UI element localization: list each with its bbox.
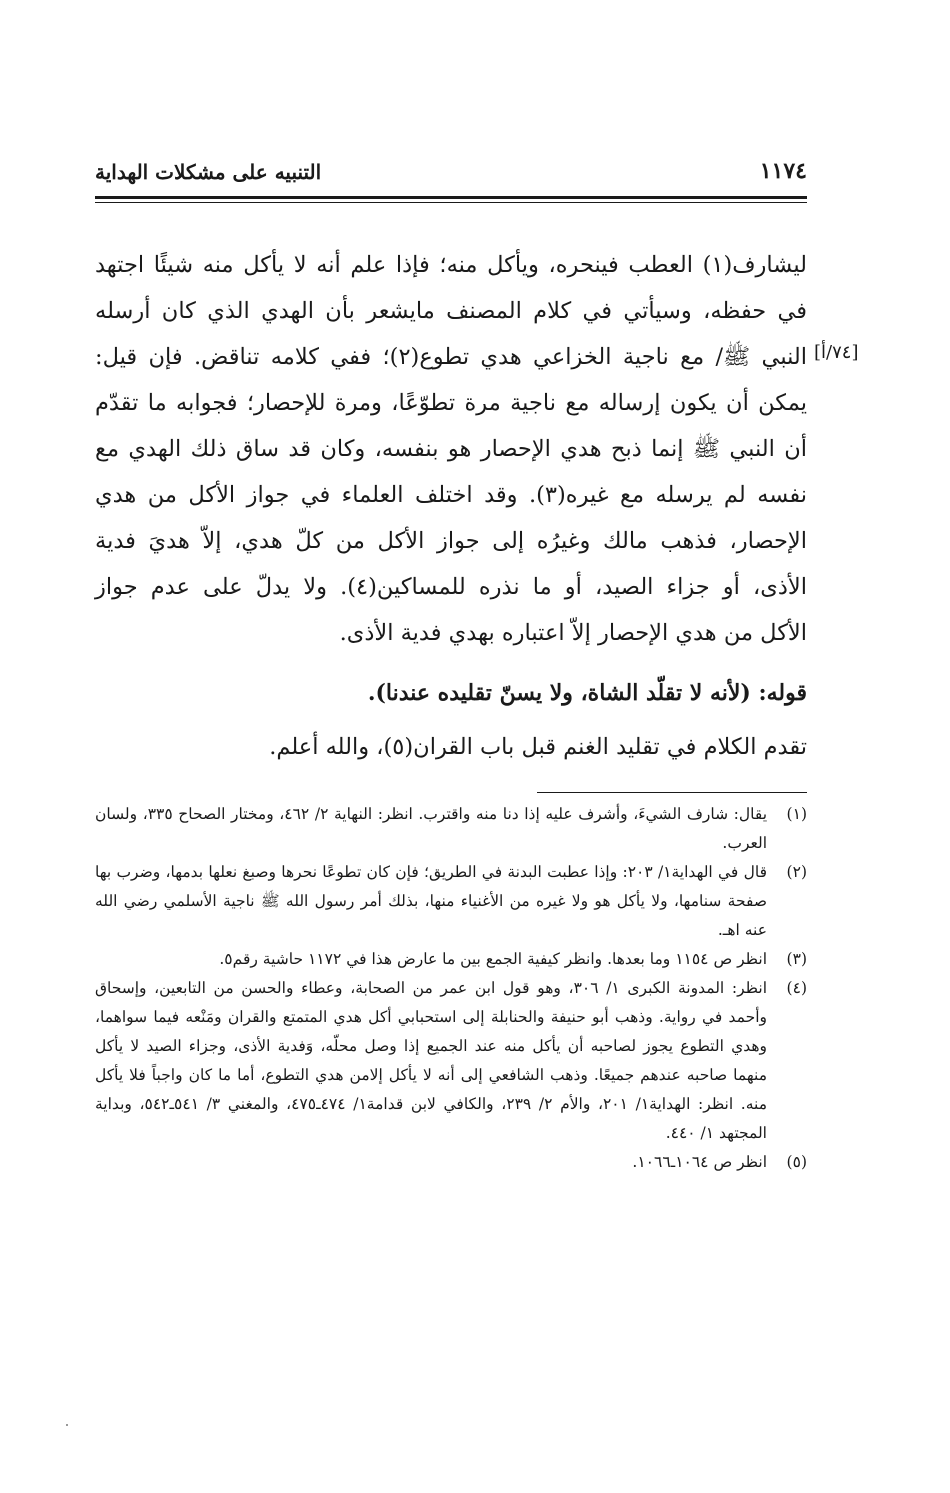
footnote-text: انظر: المدونة الكبرى ١/ ٣٠٦، وهو قول ابن عمر من الصحابة، وعطاء والحسن من التابعين، وإسحاق وأحمد في رواية. وذهب أبو حنيفة والحنابلة إلى استحبابي أكل هدي المتمتع والقران ومَنْعه فيما سواهما، وهدي التطوع يجوز لصاحبه أن يأكل منه عند الجميع إذا وصل محلّه، وَفدية الأذى، وجزاء الصيد لا يأكل منهما صاحبه عندهم جميعًا. وذهب الشافعي إلى أنه لا يأكل إلامن هدي التطوع، أما ما كان واجباً فلا يأكل منه. انظر: الهداية١/ ٢٠١، والأم ٢/ ٢٣٩، والكافي لابن قدامة١/ ٤٧٤ـ٤٧٥، والمغني ٣/ ٥٤١ـ٥٤٢، وبداية المجتهد ١/ ٤٤٠.: [95, 979, 768, 1142]
body-line: أن النبي ﷺ إنما ذبح هدي الإحصار هو بنفسه، وكان قد ساق ذلك الهدي مع: [95, 436, 807, 462]
main-paragraph: [95, 242, 807, 656]
footnote-item: [95, 1148, 807, 1177]
body-line: نفسه لم يرسله مع غيره(٣). وقد اختلف العلماء في جواز الأكل من هدي: [95, 482, 807, 508]
footnote-item: [95, 974, 807, 1148]
quoted-statement: قوله: (لأنه لا تقلّد الشاة، ولا يسنّ تقليده عندنا).: [367, 680, 807, 706]
body-line: يمكن أن يكون إرساله مع ناجية مرة تطوّعًا، ومرة للإحصار؛ فجوابه ما تقدّم: [95, 390, 807, 416]
body-line: الأذى، أو جزاء الصيد، أو ما نذره للمساكين(٤). ولا يدلّ على عدم جواز: [95, 574, 807, 600]
footnote-text: انظر ص ١٠٦٤ـ١٠٦٦.: [632, 1153, 767, 1171]
body-line: ليشارف(١) العطب فينحره، ويأكل منه؛ فإذا علم أنه لا يأكل منه شيئًا اجتهد: [95, 252, 807, 278]
footnote-number: (١): [786, 805, 807, 823]
running-title: التنبيه على مشكلات الهداية: [95, 160, 322, 184]
footnote-item: [95, 945, 807, 974]
page-header: [95, 158, 807, 194]
header-rule-thick: [95, 196, 807, 199]
footnote-number: (٣): [786, 950, 807, 968]
footnote-item: [95, 800, 807, 858]
footnote-separator: [537, 792, 807, 793]
body-line: النبي ﷺ/ مع ناجية الخزاعي هدي تطوع(٢)؛ ففي كلامه تناقض. فإن قيل:: [95, 344, 807, 370]
closing-line: تقدم الكلام في تقليد الغنم قبل باب القران(٥)، والله أعلم.: [269, 734, 807, 760]
footnotes: [95, 800, 807, 1177]
body-line: في حفظه، وسيأتي في كلام المصنف مايشعر بأن الهدي الذي كان أرسله: [95, 298, 807, 324]
footnote-number: (٤): [786, 979, 807, 997]
footnote-text: انظر ص ١١٥٤ وما بعدها. وانظر كيفية الجمع بين ما عارض هذا في ١١٧٢ حاشية رقم٥.: [219, 950, 767, 968]
footnote-text: قال في الهداية١/ ٢٠٣: وإذا عطبت البدنة في الطريق؛ فإن كان تطوعًا نحرها وصبغ نعلها بدمها، وضرب بها صفحة سنامها، ولا يأكل هو ولا غيره من الأغنياء منها، بذلك أمر رسول الله ﷺ ناجية الأسلمي رضي الله عنه اهـ.: [95, 863, 767, 939]
page-number: ١١٧٤: [759, 158, 807, 184]
footnote-text: يقال: شارف الشيءَ، وأشرف عليه إذا دنا منه واقترب. انظر: النهاية ٢/ ٤٦٢، ومختار الصحاح ٣٣٥، ولسان العرب.: [95, 805, 768, 852]
footnote-number: (٥): [786, 1153, 807, 1171]
footnote-item: [95, 858, 807, 945]
body-line: الإحصار، فذهب مالك وغيرُه إلى جواز الأكل من كلّ هدي، إلاّ هديَ فدية: [95, 528, 807, 554]
scan-speck: [66, 1424, 68, 1426]
body-line: الأكل من هدي الإحصار إلاّ اعتباره بهدي فدية الأذى.: [339, 620, 807, 646]
margin-folio-reference: [٧٤/أ]: [814, 342, 859, 363]
footnote-number: (٢): [786, 863, 807, 881]
header-rule-thin: [95, 202, 807, 203]
